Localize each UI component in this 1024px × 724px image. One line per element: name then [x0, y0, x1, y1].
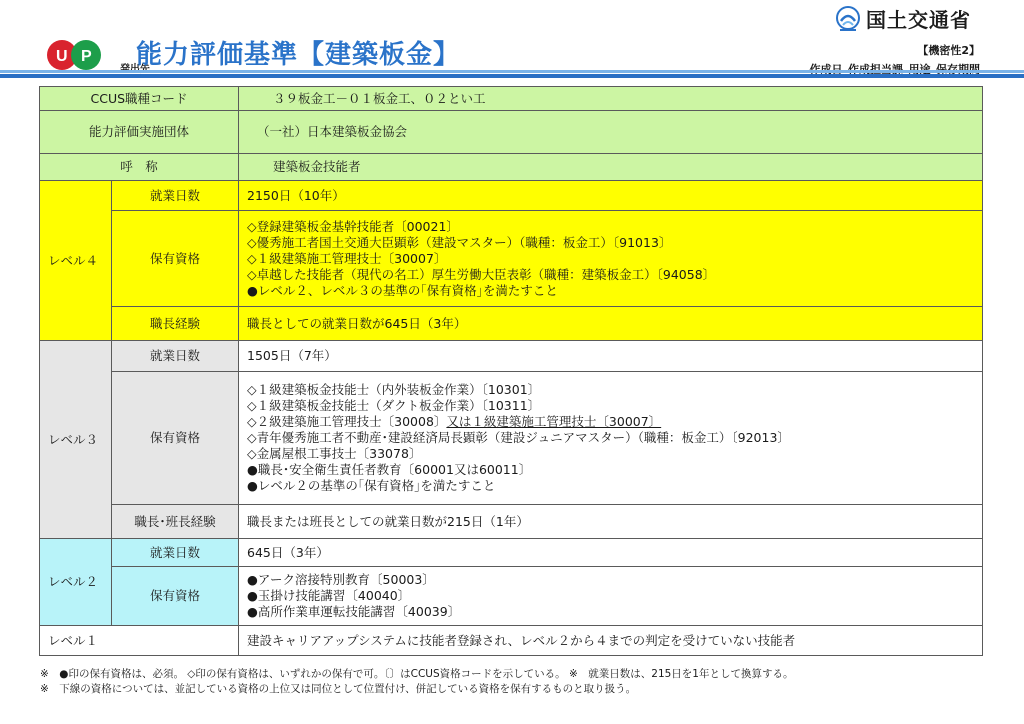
level4-qual-list: [239, 211, 983, 307]
level3-exp-row: [40, 505, 983, 539]
level4-days-row: [40, 181, 983, 211]
level2-qual-item: ●アーク溶接特別教育〔50003〕: [247, 572, 435, 587]
confidentiality-label: 【機密性2】: [917, 44, 980, 57]
level3-qual-item: ●職長･安全衛生責任者教育〔60001又は60011〕: [247, 462, 532, 477]
level3-label: レベル３: [40, 341, 112, 539]
criteria-table: [39, 86, 983, 656]
level2-qual-item: ●高所作業車運転技能講習〔40039〕: [247, 604, 461, 619]
level4-qual-item: ◇１級建築施工管理技士〔30007〕: [247, 250, 447, 266]
header-divider-light: [0, 70, 1024, 73]
level2-days-label: 就業日数: [112, 539, 239, 567]
level3-qual-item: ●レベル２の基準の｢保有資格｣を満たすこと: [247, 478, 496, 493]
org-label: 能力評価実施団体: [40, 111, 239, 154]
level3-qual-label: 保有資格: [112, 372, 239, 505]
level3-qual-item: ◇金属屋根工事技士〔33078〕: [247, 446, 422, 461]
level3-exp-label: 職長･班長経験: [112, 505, 239, 539]
level3-qual-item: ◇青年優秀施工者不動産･建設経済局長顕彰（建設ジュニアマスター）（職種：板金工）〔92013〕: [247, 430, 790, 445]
level2-qual-row: [40, 567, 983, 626]
ministry-logo-icon: [836, 6, 860, 32]
level1-label: レベル１: [40, 626, 239, 656]
level4-qual-item: ●レベル２、レベル３の基準の｢保有資格｣を満たすこと: [247, 282, 558, 298]
level4-exp-value: 職長としての就業日数が645日（3年）: [239, 307, 983, 341]
org-value: （一社）日本建築板金協会: [239, 111, 983, 154]
level4-qual-item: ◇登録建築板金基幹技能者〔00021〕: [247, 218, 459, 234]
org-row: [40, 111, 983, 154]
level4-qual-item: ◇卓越した技能者（現代の名工）厚生労働大臣表彰（職種：建築板金工）〔94058〕: [247, 266, 716, 282]
level2-qual-list: [239, 567, 983, 626]
ministry-name: 国土交通省: [866, 8, 971, 32]
ccus-code-value: ３９板金工－０１板金工、０２とい工: [239, 87, 983, 111]
ccus-code-row: [40, 87, 983, 111]
level4-label: レベル４: [40, 181, 112, 341]
page-title: 能力評価基準【建築板金】: [136, 40, 461, 70]
level2-qual-item: ●玉掛け技能講習〔40040〕: [247, 588, 411, 603]
level4-exp-row: [40, 307, 983, 341]
level4-qual-row: [40, 211, 983, 307]
level3-days-label: 就業日数: [112, 341, 239, 372]
level2-days-value: 645日（3年）: [239, 539, 983, 567]
level4-qual-label: 保有資格: [112, 211, 239, 307]
level3-qual-prefix: ◇２級建築施工管理技士〔30008〕: [247, 414, 447, 429]
footnote-line: ※ ●印の保有資格は、必須。 ◇印の保有資格は、いずれかの保有で可。〔〕はCCUS資格コードを示している。 ※ 就業日数は、215日を1年として換算する。: [40, 668, 794, 680]
level3-days-row: [40, 341, 983, 372]
level4-exp-label: 職長経験: [112, 307, 239, 341]
level4-days-label: 就業日数: [112, 181, 239, 211]
up-logo-icon: [46, 36, 120, 74]
name-value: 建築板金技能者: [239, 154, 983, 181]
ccus-code-label: CCUS職種コード: [40, 87, 239, 111]
level3-exp-value: 職長または班長としての就業日数が215日（1年）: [239, 505, 983, 539]
level2-days-row: [40, 539, 983, 567]
level1-row: [40, 626, 983, 656]
name-row: [40, 154, 983, 181]
level2-qual-label: 保有資格: [112, 567, 239, 626]
logo-letter-p: P: [81, 48, 92, 65]
level1-value: 建設キャリアアップシステムに技能者登録され、レベル２から４までの判定を受けていない技能者: [239, 626, 983, 656]
ministry-brand: [836, 4, 971, 33]
level3-qual-row: [40, 372, 983, 505]
footnotes: [40, 667, 794, 697]
level3-qual-item: ◇１級建築板金技能士（ダクト板金作業）〔10311〕: [247, 398, 541, 413]
level3-qual-item: ◇１級建築板金技能士（内外装板金作業）〔10301〕: [247, 382, 541, 397]
level4-days-value: 2150日（10年）: [239, 181, 983, 211]
level3-qual-item-split: [247, 414, 974, 430]
level2-label: レベル２: [40, 539, 112, 626]
header-divider: [0, 74, 1024, 78]
footnote-line: ※ 下線の資格については、並記している資格の上位又は同位として位置付け、併記している資格を保有するものと取り扱う。: [40, 683, 637, 695]
level4-qual-item: ◇優秀施工者国土交通大臣顕彰（建設マスター）（職種：板金工）〔91013〕: [247, 234, 672, 250]
level3-qual-underlined: 又は１級建築施工管理技士〔30007〕: [446, 414, 662, 429]
logo-letter-u: U: [56, 48, 68, 65]
name-label: 呼 称: [40, 154, 239, 181]
level3-qual-list: [239, 372, 983, 505]
level3-days-value: 1505日（7年）: [239, 341, 983, 372]
